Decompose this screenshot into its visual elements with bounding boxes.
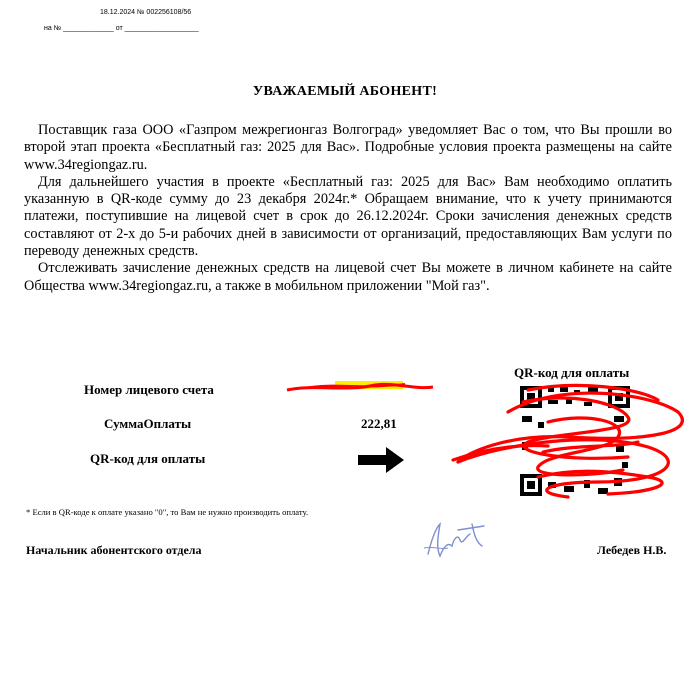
handwritten-signature	[418, 516, 498, 566]
reference-number-line	[44, 25, 199, 32]
qr-code-label: QR-код для оплаты	[90, 451, 206, 466]
reference-from-prefix: от	[115, 25, 123, 32]
arrow-right-icon	[358, 447, 404, 473]
account-number-label: Номер лицевого счета	[84, 382, 214, 397]
reference-number-blank: _____________	[63, 25, 114, 32]
reference-number-prefix: на №	[44, 25, 62, 32]
document-date-number: 18.12.2024 № 002256108/56	[100, 9, 192, 16]
sum-label: СуммаОплаты	[104, 416, 192, 431]
reference-from-blank: ___________________	[124, 25, 199, 32]
signatory-name: Лебедев Н.В.	[597, 543, 667, 557]
sum-value: 222,81	[361, 416, 397, 431]
letter-body	[24, 122, 672, 295]
paragraph-3: Отслеживать зачисление денежных средств на лицевой счет Вы можете в личном кабинете на сайте Общества www.34regiongaz.ru, а также в мобильном приложении "Мой газ".	[24, 260, 672, 294]
footnote: * Если в QR-коде к оплате указано "0", то Вам не нужно производить оплату.	[26, 507, 309, 517]
qr-code-heading: QR-код для оплаты	[514, 365, 630, 380]
redacted-account-number	[285, 376, 435, 398]
qr-code-image	[448, 382, 698, 502]
paragraph-2: Для дальнейшего участия в проекте «Бесплатный газ: 2025 для Вас» Вам необходимо оплатить указанную в QR-коде сумму до 23 декабря 2024г.* Обращаем внимание, что к учету принимаются платежи, поступившие на лицевой счет в срок до 26.12.2024г. Сроки зачисления денежных средств составляют от 2-х до 5-и рабочих дней в зависимости от организаций, предоставляющих Вам услуги по переводу денежных средств.	[24, 173, 672, 260]
letter-title: УВАЖАЕМЫЙ АБОНЕНТ!	[252, 84, 438, 99]
paragraph-1: Поставщик газа ООО «Газпром межрегионгаз Волгоград» уведомляет Вас о том, что Вы прошли во второй этап проекта «Бесплатный газ: 2025 для Вас». Подробные условия проекта размещены на сайте www.34regiongaz.ru.	[24, 122, 672, 173]
signatory-position: Начальник абонентского отдела	[26, 543, 202, 557]
